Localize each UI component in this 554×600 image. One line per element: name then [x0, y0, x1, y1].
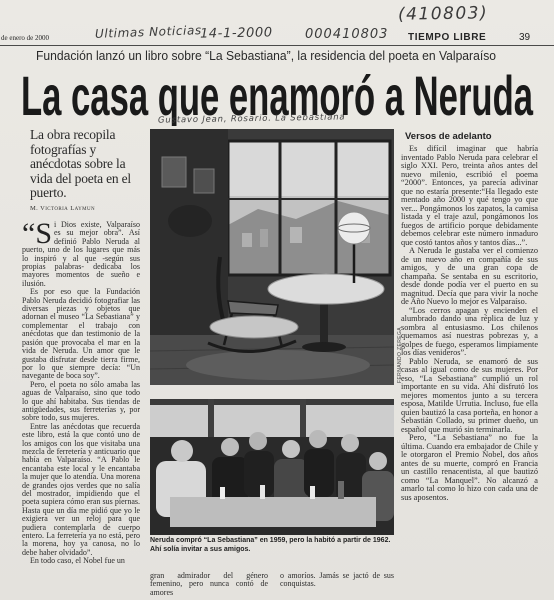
- photo-interior: [150, 129, 394, 385]
- kicker: [36, 48, 500, 64]
- section-name: TIEMPO LIBRE: [408, 32, 487, 43]
- body-continuation-a: [150, 572, 268, 597]
- handwritten-code: 000410803: [305, 27, 389, 42]
- handwritten-source: Ultimas Noticias: [94, 23, 202, 41]
- body-paragraph: [22, 221, 140, 288]
- photo-credit: FERNANDO ZEREGA: [397, 326, 404, 384]
- sidebar-paragraph: “Los cerros apagan y encienden el alumbrado dando una réplica de luz y sombra al entusiasmo. Los chilenos quemamos así nuestras pobrezas y, a golpes de fuego, esperamos limpiamente los días venideros”.: [401, 305, 538, 357]
- person-body: [304, 449, 334, 497]
- wall-frame: [194, 169, 214, 193]
- sidebar-paragraph: Pero, “La Sebastiana” no fue la última. Cuando era embajador de Chile y le otorgaron el Premio Nobel, dos años antes de su muerte, compró en Francia un castillo renacentista, al que bautizó como “La Manquel”. No alcanzó a amarlo tal como lo hizo con cada una de sus aposentos.: [401, 433, 538, 502]
- wall-frame: [162, 157, 186, 187]
- body-paragraph: Es por eso que la Fundación Pablo Neruda decidió fotografiar las diversas piezas y objetos que adornan el museo “La Sebastiana” y complementar el trabajo con anécdotas que dan testimonio de la pasión que provocaba el mar en la vida de Neruda. Un amor que le gustaba disfrutar desde tierra firme, por lo que siempre decía: “Un navegante de boca soy”.: [22, 287, 140, 381]
- body-paragraph: En todo caso, el Nobel fue un: [30, 556, 125, 566]
- person-head: [171, 440, 193, 462]
- handwritten-tags: Gustavo Jean, Rosario. La Sebastiana: [157, 112, 346, 126]
- body-paragraph: o amoríos. Jamás se jactó de sus conquistas.: [280, 571, 394, 589]
- person-head: [309, 430, 327, 448]
- body-paragraph: Pero, el poeta no sólo amaba las aguas de Valparaíso, sino que todo lo que ahí habitaba. Sus tiendas de antigüedades, sus ferreterías y, por sobre todo, sus mujeres.: [22, 379, 140, 423]
- body-continuation-b: [280, 572, 394, 589]
- sky: [228, 141, 390, 196]
- building: [290, 227, 302, 243]
- body-column-left: [22, 221, 140, 598]
- drop-cap: “S: [22, 221, 52, 250]
- glass: [260, 485, 265, 499]
- sidebar-title: Versos de adelanto: [405, 131, 492, 142]
- wall-beam: [300, 399, 306, 437]
- person-head: [249, 432, 267, 450]
- kicker-text: Fundación lanzó un libro sobre “La Sebastiana”, la residencia del poeta en Valparaíso: [36, 48, 496, 63]
- building: [260, 229, 268, 247]
- rug: [186, 350, 370, 380]
- lamp-globe: [338, 212, 370, 244]
- photo-group: [150, 399, 394, 535]
- dining-table: [170, 497, 376, 527]
- person-body: [244, 451, 274, 497]
- glass: [310, 486, 315, 499]
- sidebar-paragraph: Es difícil imaginar que habría inventado Pablo Neruda para celebrar el siglo XXI. Pero, treinta años antes del nuevo milenio, escribió el poema “2000”. Entonces, ya parecía adivinar que no estaría presente:“Ha llegado este mentado año 2000 y qué tengo yo que ver... Pongámonos los zapatos, la camisa listada y el traje azul, pongámonos los fuegos de artificio porque debidamente debemos celebrar este número inmaduro que costó tantos años y tantos días...”.: [401, 145, 538, 247]
- sidebar-paragraph: Pablo Neruda, se enamoró de sus casas al igual como de sus mujeres. Por eso, “La Sebastiana” cumplió un rol importante en su vida. Ahí disfrutó los mejores momentos junto a su tercera esposa, Matilde Urrutia. Incluso, fue ella quien bautizó la casa porteña, en honor a Sebastián Collado, su primer dueño, un español que murió sin terminarla.: [401, 356, 538, 434]
- plant: [168, 205, 212, 237]
- building: [242, 233, 252, 247]
- round-table: [268, 274, 384, 304]
- glass: [220, 487, 225, 499]
- header-rule: [0, 45, 554, 46]
- low-table: [210, 316, 298, 338]
- bottle: [338, 481, 344, 499]
- headline-text: La casa que enamoró a Neruda: [21, 64, 534, 126]
- sidebar-column: [401, 145, 538, 597]
- sidebar-paragraph: A Neruda le gustaba ver el comienzo de un nuevo año en compañía de sus amigos, y de una gran copa de champaña. Se sentaba en su escritorio, desde donde podía ver el puerto en su magnitud. Decía que para vivir la noche de Año Nuevo lo mejor es Valparaíso.: [401, 246, 538, 306]
- ceiling-beam: [150, 399, 394, 405]
- person-head: [369, 452, 387, 470]
- body-paragraph: Entre las anécdotas que recuerda este libro, está la que contó uno de los amigos con los que visitaba una mezcla de ferretería y anticuario que había en Valparaíso. “A Pablo le encantaba este local y le encantaba la mujer que lo atendía. Una morena de grandes ojos verdes que no salía del mostrador, impidiendo que el poeta supiera cómo eran sus piernas. Hasta que un día me pidió que yo le exigiera ver un reloj para que pudiera contemplarla de cuerpo entero. La ferretería ya no está, pero la morena, hoy ya canosa, no lo debe haber olvidado”.: [22, 421, 140, 557]
- person-head: [221, 438, 239, 456]
- wall-beam: [208, 399, 214, 437]
- byline: M. Victoria Laymun: [30, 205, 96, 212]
- photo-caption: Neruda compró “La Sebastiana” en 1959, pero la habitó a partir de 1962. Ahí solía invitar a sus amigos.: [150, 537, 391, 553]
- handwritten-archive-number: (410803): [397, 3, 489, 25]
- header-date: de enero de 2000: [1, 34, 50, 42]
- lead-paragraph: La obra recopila fotografías y anécdotas sobre la vida del poeta en el puerto.: [30, 127, 131, 201]
- body-paragraph: gran admirador del género femenino, pero nunca contó de amores: [150, 571, 268, 597]
- body-paragraph-text: i Dios existe, Valparaíso es su mejor obra”. Así definió Pablo Neruda al puerto, uno de los lugares que más lo inspiró y al que -según sus propias palabras- dedicaba los mayores momentos de sueño e ilusión.: [22, 221, 140, 288]
- handwritten-date: 14-1-2000: [199, 25, 273, 42]
- table-base: [302, 342, 346, 352]
- page-number: 39: [519, 32, 531, 43]
- person-head: [282, 440, 300, 458]
- person-head: [341, 434, 359, 452]
